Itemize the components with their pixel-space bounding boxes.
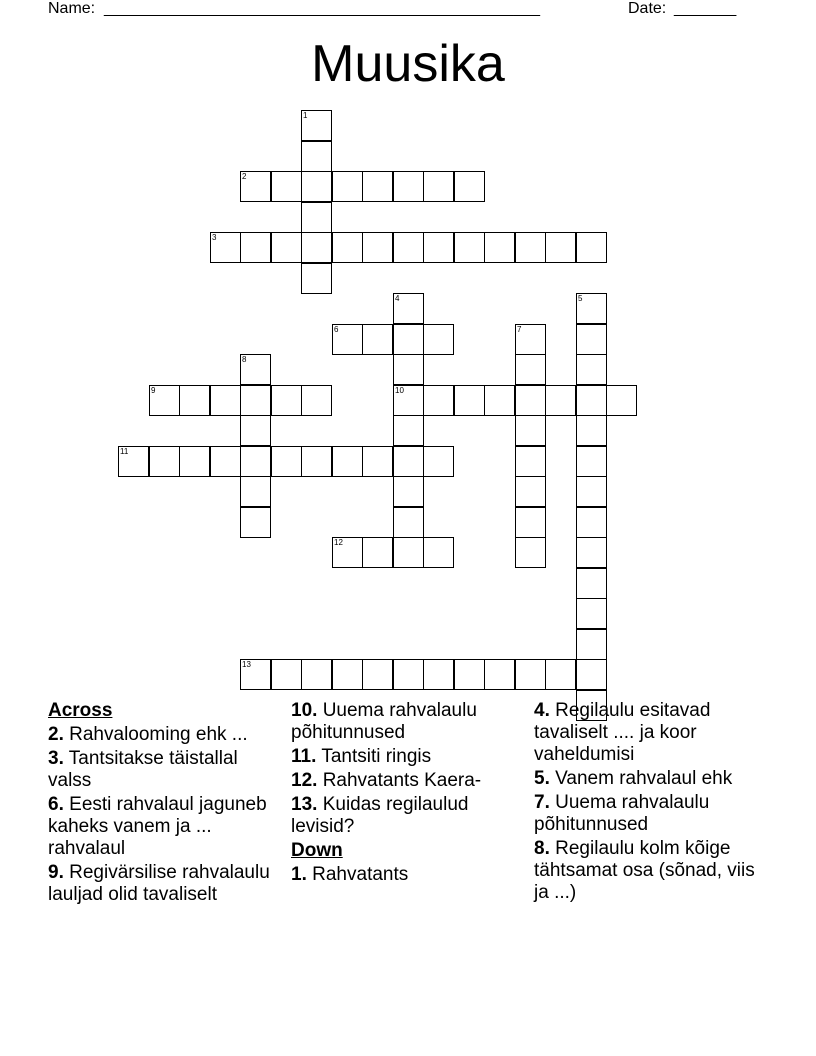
crossword-cell[interactable] [301,202,332,233]
crossword-cell[interactable] [301,385,332,416]
crossword-cell[interactable] [576,537,607,568]
clue-text: Regilaulu esitavad tavaliselt .... ja koor vaheldumisi [534,700,711,765]
crossword-cell[interactable] [240,507,271,538]
crossword-cell[interactable] [393,293,424,324]
clue-number-label: 10. [291,700,318,721]
clue-number-label: 9. [48,862,64,883]
crossword-cell[interactable] [393,507,424,538]
crossword-cell[interactable] [271,385,302,416]
crossword-cell[interactable] [576,354,607,385]
clue-number: 9 [151,386,156,395]
clue-item [48,862,280,906]
crossword-cell[interactable] [210,446,241,477]
clue-number: 4 [395,294,400,303]
clue-column-3 [534,700,774,906]
clue-item [48,794,280,860]
clue-text: Rahvatants [312,864,409,885]
clue-number-label: 12. [291,770,318,791]
crossword-cell[interactable] [271,659,302,690]
crossword-cell[interactable] [423,446,454,477]
crossword-cell[interactable] [576,476,607,507]
crossword-cell[interactable] [515,476,546,507]
crossword-cell[interactable] [240,659,271,690]
name-label: Name: [48,0,96,17]
clue-number-label: 7. [534,792,550,813]
crossword-cell[interactable] [576,324,607,355]
clue-number: 6 [334,325,339,334]
clue-number-label: 1. [291,864,307,885]
crossword-cell[interactable] [454,171,485,202]
crossword-cell[interactable] [576,568,607,599]
crossword-cell[interactable] [515,659,546,690]
crossword-cell[interactable] [576,507,607,538]
clue-item [291,746,523,768]
clue-text: Rahvatants Kaera- [322,770,482,791]
crossword-cell[interactable] [393,659,424,690]
puzzle-title: Muusika [311,35,505,93]
crossword-cell[interactable] [393,385,424,416]
crossword-cell[interactable] [423,385,454,416]
clue-item [48,724,280,746]
crossword-cell[interactable] [423,659,454,690]
crossword-cell[interactable] [240,385,271,416]
crossword-cell[interactable] [515,446,546,477]
clue-text: Vanem rahvalaul ehk [555,768,733,789]
date-field[interactable]: _______ [674,0,737,17]
crossword-cell[interactable] [301,446,332,477]
clue-item [291,864,523,886]
crossword-cell[interactable] [393,232,424,263]
crossword-cell[interactable] [515,354,546,385]
clue-number-label: 8. [534,838,550,859]
crossword-cell[interactable] [362,659,393,690]
clue-text: Regilaulu kolm kõige tähtsamat osa (sõnad, viis ja ...) [534,838,755,903]
crossword-cell[interactable] [576,415,607,446]
crossword-cell[interactable] [240,232,271,263]
crossword-cell[interactable] [362,232,393,263]
crossword-cell[interactable] [423,324,454,355]
crossword-cell[interactable] [484,385,515,416]
crossword-cell[interactable] [210,232,241,263]
clue-number-label: 5. [534,768,550,789]
clue-item [534,768,774,790]
clue-item [534,700,774,766]
crossword-cell[interactable] [515,324,546,355]
crossword-cell[interactable] [179,446,210,477]
crossword-cell[interactable] [240,354,271,385]
crossword-cell[interactable] [240,415,271,446]
crossword-cell[interactable] [393,171,424,202]
clue-number: 2 [242,172,247,181]
clue-text: Uuema rahvalaulu põhitunnused [534,792,710,835]
clue-number-label: 2. [48,724,64,745]
crossword-cell[interactable] [393,537,424,568]
clue-text: Tantsiti ringis [321,746,432,767]
clue-number: 1 [303,111,308,120]
clue-item [291,770,523,792]
crossword-cell[interactable] [576,659,607,690]
crossword-cell[interactable] [332,446,363,477]
crossword-cell[interactable] [484,659,515,690]
crossword-cell[interactable] [301,171,332,202]
crossword-cell[interactable] [423,171,454,202]
clue-number: 3 [212,233,217,242]
date-label: Date: [628,0,667,17]
crossword-cell[interactable] [179,385,210,416]
crossword-cell[interactable] [454,232,485,263]
clue-number: 5 [578,294,583,303]
crossword-cell[interactable] [545,659,576,690]
clue-section-heading: Across [48,700,113,721]
crossword-cell[interactable] [393,324,424,355]
name-field[interactable]: _________________________________________________ [104,0,541,17]
crossword-cell[interactable] [301,141,332,172]
clue-item [291,700,523,744]
clue-text: Rahvalooming ehk ... [69,724,248,745]
crossword-cell[interactable] [484,232,515,263]
clue-item [534,838,774,904]
crossword-cell[interactable] [606,385,637,416]
crossword-cell[interactable] [240,171,271,202]
crossword-cell[interactable] [576,293,607,324]
clue-number: 11 [120,447,129,456]
crossword-cell[interactable] [301,110,332,141]
clue-text: Tantsitakse täistallal valss [48,748,238,791]
crossword-cell[interactable] [271,232,302,263]
crossword-cell[interactable] [210,385,241,416]
clue-text: Uuema rahvalaulu põhitunnused [291,700,477,743]
crossword-cell[interactable] [545,385,576,416]
crossword-cell[interactable] [576,598,607,629]
clue-number: 7 [517,325,522,334]
crossword-cell[interactable] [332,537,363,568]
clue-number: 13 [242,660,251,669]
crossword-cell[interactable] [545,232,576,263]
crossword-cell[interactable] [515,507,546,538]
crossword-cell[interactable] [393,446,424,477]
clue-item [534,792,774,836]
clue-number-label: 3. [48,748,64,769]
clue-number: 10 [395,386,404,395]
crossword-cell[interactable] [332,659,363,690]
crossword-cell[interactable] [393,415,424,446]
crossword-cell[interactable] [362,324,393,355]
clue-text: Eesti rahvalaul jaguneb kaheks vanem ja ... rahvalaul [48,794,267,859]
crossword-cell[interactable] [118,446,149,477]
crossword-cell[interactable] [301,659,332,690]
crossword-cell[interactable] [332,324,363,355]
crossword-cell[interactable] [454,385,485,416]
crossword-cell[interactable] [240,476,271,507]
crossword-cell[interactable] [149,385,180,416]
crossword-cell[interactable] [423,232,454,263]
clue-text: Kuidas regilaulud levisid? [291,794,469,837]
crossword-cell[interactable] [240,446,271,477]
clue-number: 8 [242,355,247,364]
crossword-cell[interactable] [454,659,485,690]
crossword-cell[interactable] [576,629,607,660]
crossword-cell[interactable] [301,232,332,263]
crossword-cell[interactable] [515,537,546,568]
crossword-cell[interactable] [576,232,607,263]
crossword-cell[interactable] [362,171,393,202]
crossword-cell[interactable] [515,385,546,416]
clue-number-label: 11. [291,746,317,767]
clue-section-heading: Down [291,840,343,861]
crossword-cell[interactable] [271,446,302,477]
crossword-cell[interactable] [576,446,607,477]
clue-column-2 [291,700,523,888]
clue-item [291,794,523,838]
clue-column-1 [48,700,280,908]
clue-number: 12 [334,538,343,547]
clue-number-label: 13. [291,794,318,815]
crossword-cell[interactable] [393,476,424,507]
crossword-cell[interactable] [362,537,393,568]
crossword-cell[interactable] [515,415,546,446]
crossword-cell[interactable] [332,171,363,202]
crossword-cell[interactable] [423,537,454,568]
crossword-cell[interactable] [149,446,180,477]
clue-item [48,748,280,792]
crossword-cell[interactable] [301,263,332,294]
crossword-cell[interactable] [515,232,546,263]
clue-number-label: 4. [534,700,550,721]
clue-number-label: 6. [48,794,64,815]
crossword-cell[interactable] [271,171,302,202]
clue-text: Regivärsilise rahvalaulu lauljad olid tavaliselt [48,862,270,905]
crossword-cell[interactable] [576,385,607,416]
crossword-cell[interactable] [393,354,424,385]
crossword-cell[interactable] [332,232,363,263]
crossword-cell[interactable] [362,446,393,477]
